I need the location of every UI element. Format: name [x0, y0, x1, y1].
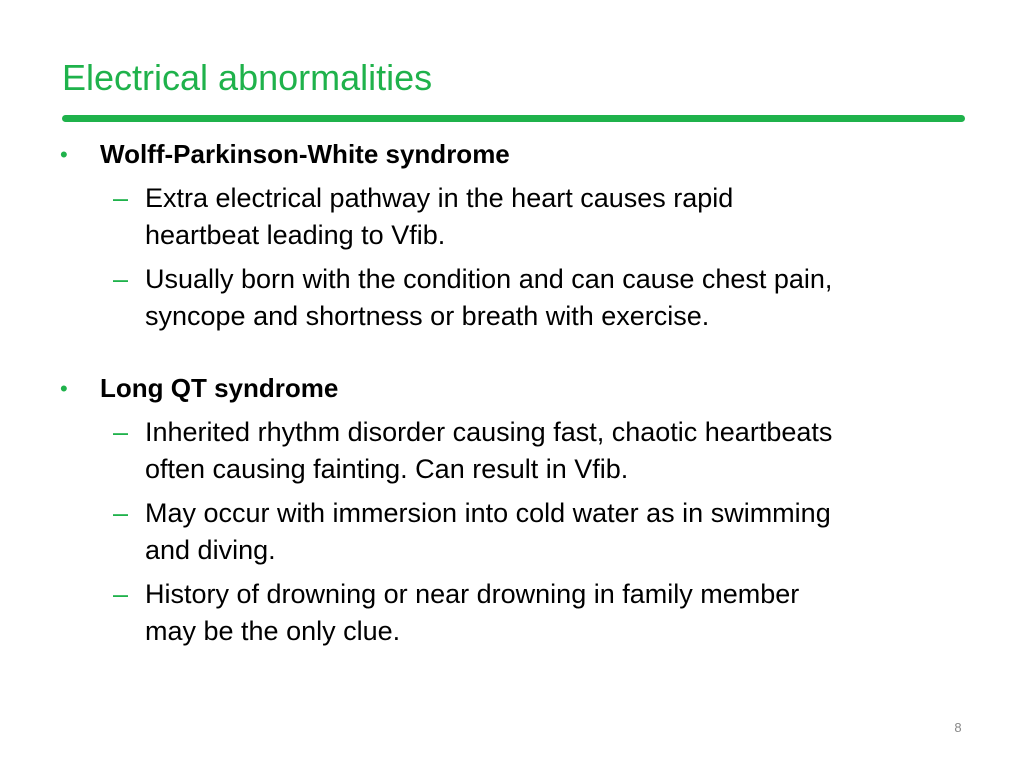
dash-icon: –: [113, 417, 129, 447]
dash-icon: –: [113, 579, 129, 609]
section-heading-label: Long QT syndrome: [100, 373, 339, 403]
list-item-line: heartbeat leading to Vfib.: [145, 220, 446, 250]
section-heading-wpw: [58, 136, 958, 173]
list-item-line: Extra electrical pathway in the heart causes rapid: [145, 183, 734, 213]
list-item: [58, 576, 958, 650]
dash-icon: –: [113, 264, 129, 294]
dash-icon: –: [113, 183, 129, 213]
list-item-line: History of drowning or near drowning in family member: [145, 579, 800, 609]
list-item: [58, 414, 958, 488]
list-item-line: syncope and shortness or breath with exercise.: [145, 301, 710, 331]
section-heading-label: Wolff-Parkinson-White syndrome: [100, 139, 510, 169]
list-item: [58, 180, 958, 254]
list-item-line: and diving.: [145, 535, 276, 565]
list-item: [58, 495, 958, 569]
list-item-line: Inherited rhythm disorder causing fast, chaotic heartbeats: [145, 417, 833, 447]
slide-title: Electrical abnormalities: [62, 57, 433, 98]
list-item: [58, 261, 958, 335]
list-item-line: often causing fainting. Can result in Vfib.: [145, 454, 629, 484]
dash-icon: –: [113, 498, 129, 528]
title-underline: [62, 115, 965, 122]
list-item-line: Usually born with the condition and can cause chest pain,: [145, 264, 833, 294]
slide-content: [58, 136, 958, 650]
bullet-dot-icon: •: [60, 376, 68, 401]
list-item-line: May occur with immersion into cold water as in swimming: [145, 498, 831, 528]
list-item-line: may be the only clue.: [145, 616, 401, 646]
section-heading-long-qt: [58, 370, 958, 407]
bullet-dot-icon: •: [60, 142, 68, 167]
page-number: 8: [954, 720, 962, 735]
